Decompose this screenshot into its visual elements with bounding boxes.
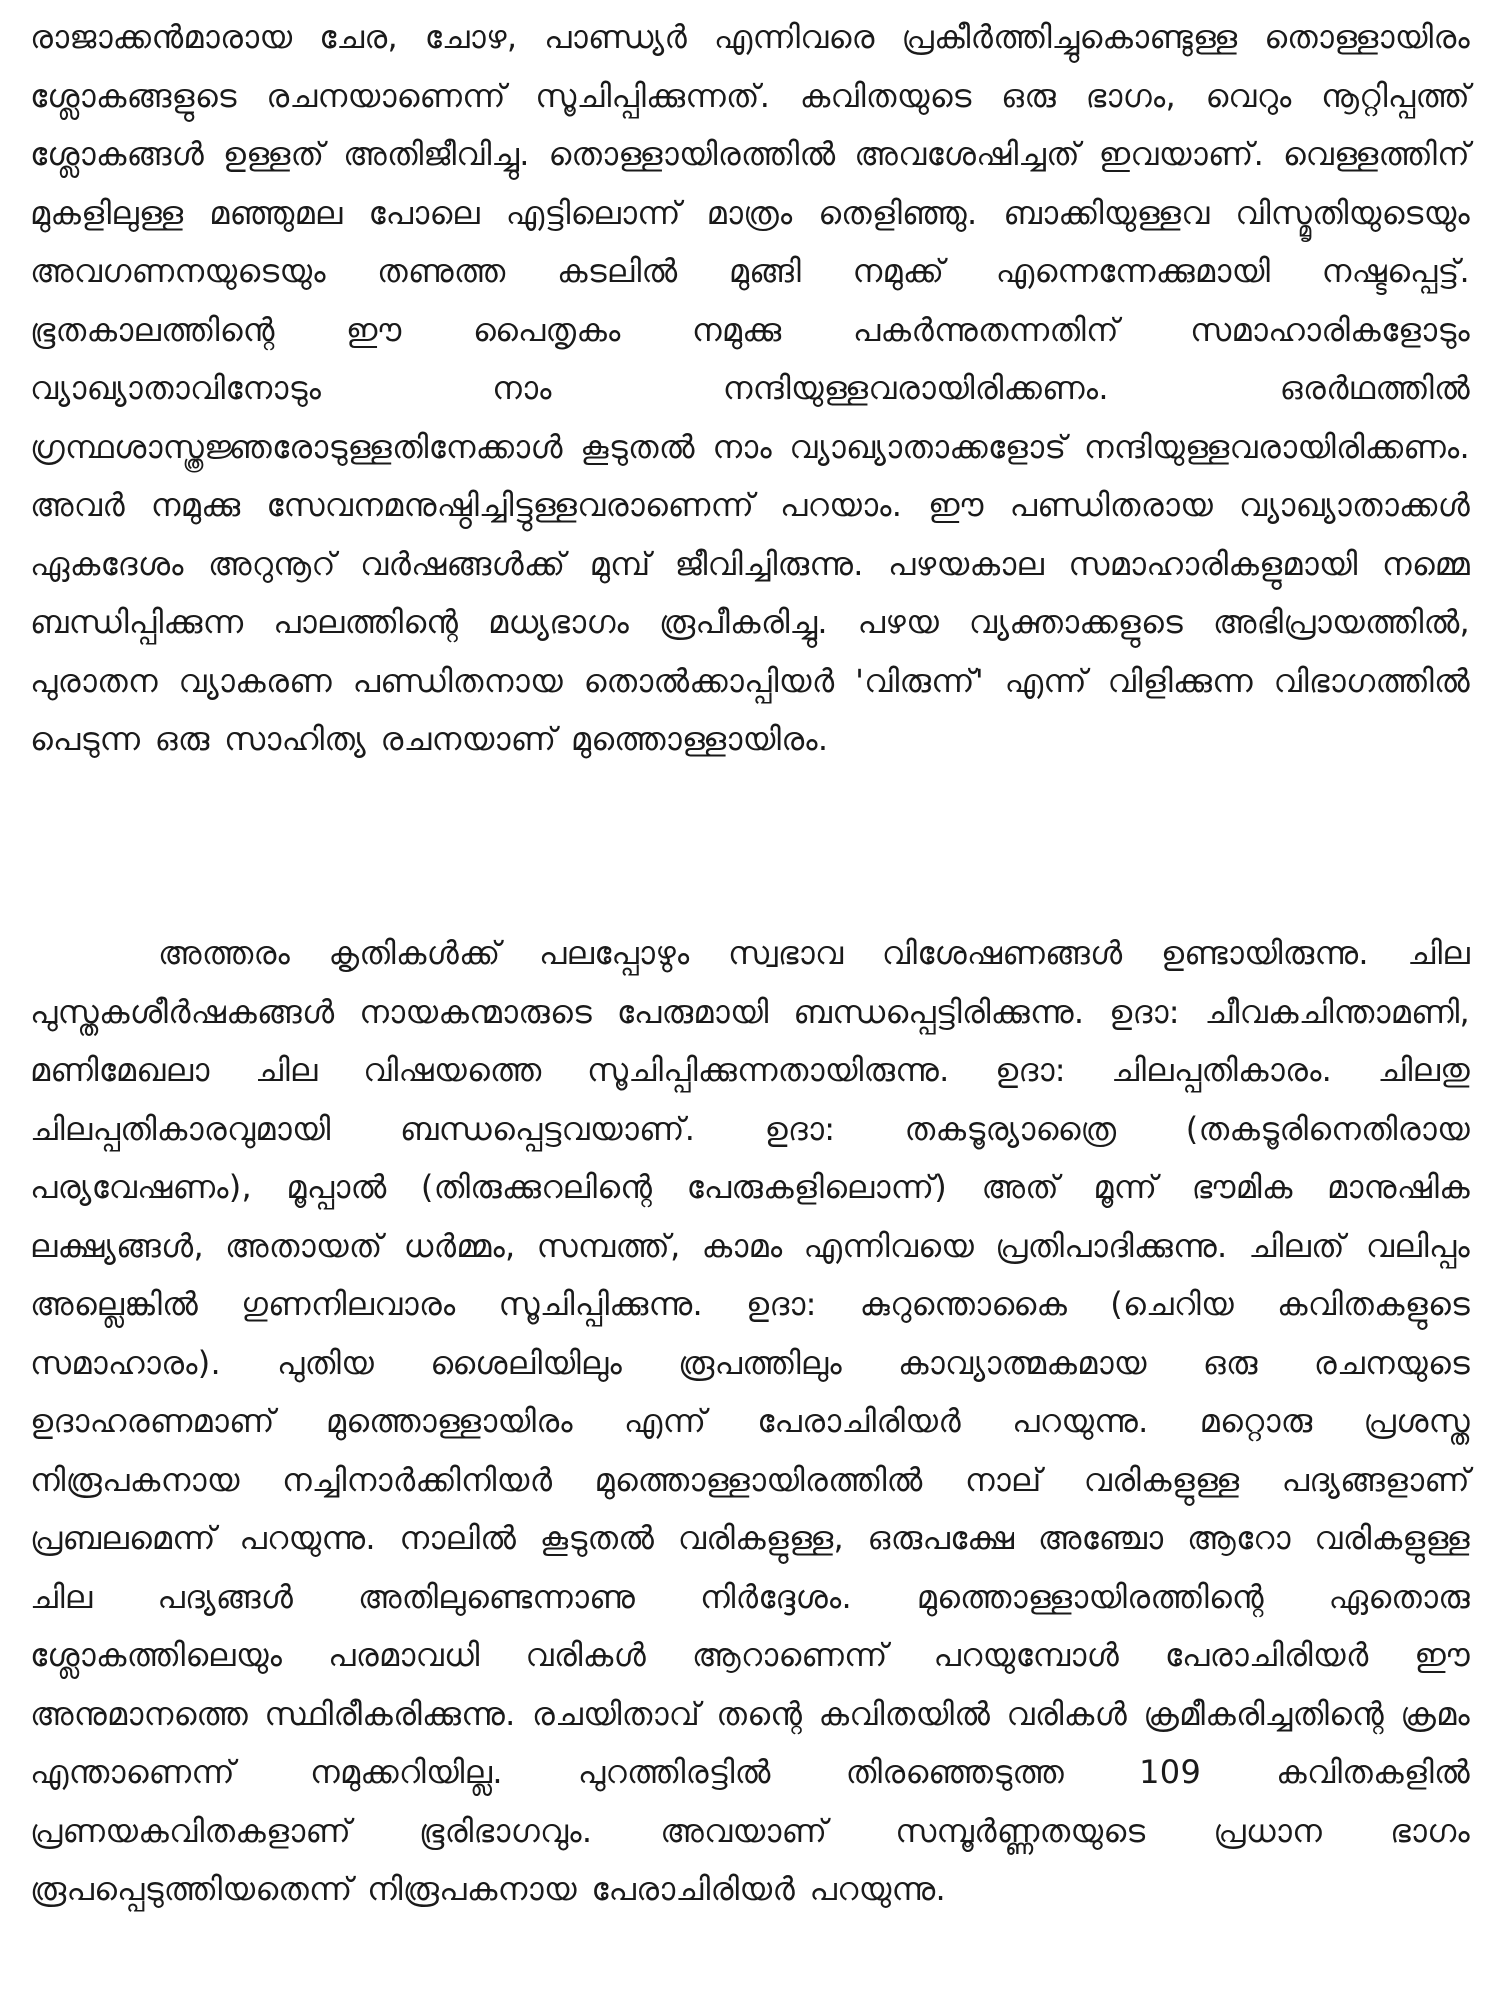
paragraph-2: അത്തരം കൃതികൾക്ക് പലപ്പോഴും സ്വഭാവ വിശേഷണങ്ങൾ ഉണ്ടായിരുന്നു. ചില പുസ്തകശീർഷകങ്ങൾ നായകന്മാരുടെ പേരുമായി ബന്ധപ്പെട്ടിരിക്കുന്നു. ഉദാ: ചീവകചിന്താമണി, മണിമേഖലാ ചില വിഷയത്തെ സൂചിപ്പിക്കുന്നതായിരുന്നു. ഉദാ: ചിലപ്പതികാരം. ചിലതു ചിലപ്പതികാരവുമായി ബന്ധപ്പെട്ടവയാണ്. ഉദാ: തകടൂര്യാത്രൈ (തകടൂരിനെതിരായ പര്യവേഷണം), മൂപ്പാൽ (തിരുക്കുറലിന്റെ പേരുകളിലൊന്ന്) അത് മൂന്ന് ഭൗമിക മാനുഷിക ലക്ഷ്യങ്ങൾ, അതായത് ധർമ്മം, സമ്പത്ത്, കാമം എന്നിവയെ പ്രതിപാദിക്കുന്നു. ചിലത് വലിപ്പം അല്ലെങ്കിൽ ഗുണനിലവാരം സൂചിപ്പിക്കുന്നു. ഉദാ: കുറുന്തൊകൈ (ചെറിയ കവിതകളുടെ സമാഹാരം). പുതിയ ശൈലിയിലും രൂപത്തിലും കാവ്യാത്മകമായ ഒരു രചനയുടെ ഉദാഹരണമാണ് മുത്തൊള്ളായിരം എന്ന് പേരാചിരിയർ പറയുന്നു. മറ്റൊരു പ്രശസ്ത നിരൂപകനായ നച്ചിനാർക്കിനിയർ മുത്തൊള്ളായിരത്തിൽ നാല് വരികളുള്ള പദ്യങ്ങളാണ് പ്രബലമെന്ന് പറയുന്നു. നാലിൽ കൂടുതൽ വരികളുള്ള, ഒരുപക്ഷേ അഞ്ചോ ആറോ വരികളുള്ള ചില പദ്യങ്ങൾ അതിലുണ്ടെന്നാണു നിർദ്ദേശം. മുത്തൊള്ളായിരത്തിന്റെ ഏതൊരു ശ്ലോകത്തിലെയും പരമാവധി വരികൾ ആറാണെന്ന് പറയുമ്പോൾ പേരാചിരിയർ ഈ അനുമാനത്തെ സ്ഥിരീകരിക്കുന്നു. രചയിതാവ് തന്റെ കവിതയിൽ വരികൾ ക്രമീകരിച്ചതിന്റെ ക്രമം എന്താണെന്ന് നമുക്കറിയില്ല. പുറത്തിരട്ടിൽ തിരഞ്ഞെടുത്ത 109 കവിതകളിൽ പ്രണയകവിതകളാണ് ഭൂരിഭാഗവും. അവയാണ് സമ്പൂർണ്ണതയുടെ പ്രധാന ഭാഗം രൂപപ്പെടുത്തിയതെന്ന് നിരൂപകനായ പേരാചിരിയർ പറയുന്നു. [30,934,1470,1908]
paragraph-1: രാജാക്കൻമാരായ ചേര, ചോഴ, പാണ്ഡ്യർ എന്നിവരെ പ്രകീർത്തിച്ചുകൊണ്ടുള്ള തൊള്ളായിരം ശ്ലോകങ്ങളുടെ രചനയാണെന്ന് സൂചിപ്പിക്കുന്നത്. കവിതയുടെ ഒരു ഭാഗം, വെറും നൂറ്റിപ്പത്ത് ശ്ലോകങ്ങൾ ഉള്ളത് അതിജീവിച്ചു. തൊള്ളായിരത്തിൽ അവശേഷിച്ചത് ഇവയാണ്. വെള്ളത്തിന് മുകളിലുള്ള മഞ്ഞുമല പോലെ എട്ടിലൊന്ന് മാത്രം തെളിഞ്ഞു. ബാക്കിയുള്ളവ വിസ്മൃതിയുടെയും അവഗണനയുടെയും തണുത്ത കടലിൽ മുങ്ങി നമുക്ക് എന്നെന്നേക്കുമായി നഷ്ടപ്പെട്ട്. ഭൂതകാലത്തിന്റെ ഈ പൈതൃകം നമുക്കു പകർന്നുതന്നതിന് സമാഹാരികളോടും വ്യാഖ്യാതാവിനോടും നാം നന്ദിയുള്ളവരായിരിക്കണം. ഒരർഥത്തിൽ ഗ്രന്ഥശാസ്ത്രജ്ഞരോടുള്ളതിനേക്കാൾ കൂടുതൽ നാം വ്യാഖ്യാതാക്കളോട് നന്ദിയുള്ളവരായിരിക്കണം. അവർ നമുക്കു സേവനമനുഷ്ഠിച്ചിട്ടുള്ളവരാണെന്ന് പറയാം. ഈ പണ്ഡിതരായ വ്യാഖ്യാതാക്കൾ ഏകദേശം അറുനൂറ് വർഷങ്ങൾക്ക് മുമ്പ് ജീവിച്ചിരുന്നു. പഴയകാല സമാഹാരികളുമായി നമ്മെ ബന്ധിപ്പിക്കുന്ന പാലത്തിന്റെ മധ്യഭാഗം രൂപീകരിച്ചു. പഴയ വ്യക്താക്കളുടെ അഭിപ്രായത്തിൽ, പുരാതന വ്യാകരണ പണ്ഡിതനായ തൊൽക്കാപ്പിയർ 'വിരുന്ന്' എന്ന് വിളിക്കുന്ന വിഭാഗത്തിൽ പെടുന്ന ഒരു സാഹിത്യ രചനയാണ് മുത്തൊള്ളായിരം. [30,18,1470,758]
